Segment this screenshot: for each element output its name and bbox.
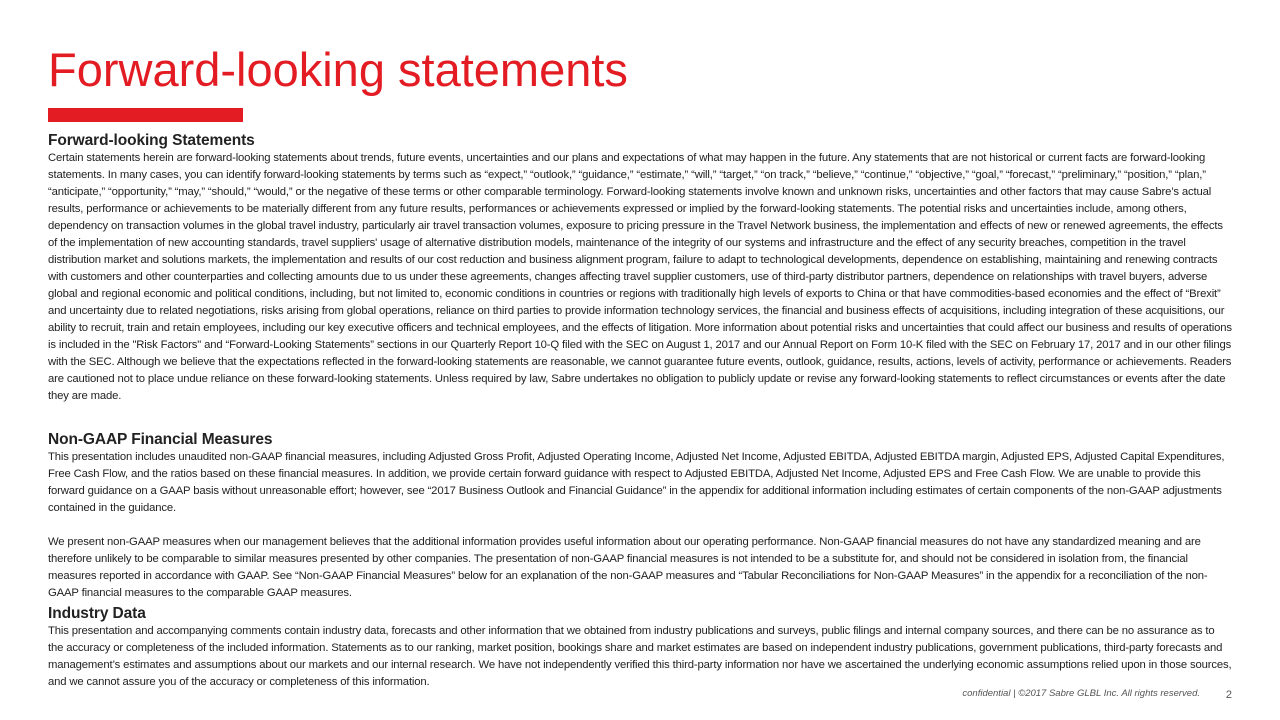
paragraph-forward-looking: Certain statements herein are forward-looking statements about trends, future events, uncertainties and our plans and expectations of what may happen in the future. Any statements that are not historical or current facts are forward-looking statements. In many cases, you can identify forward-looking statements by terms such as “expect,” “outlook,” “guidance,” “estimate,” “will,” “target,” “on track,” “believe,” “continue,” “objective,” “goal,” “forecast,” “preliminary,” “position,” “plan,” “anticipate,” “opportunity,” “may,” “should,” “would,” or the negative of these terms or other comparable terminology. Forward-looking statements involve known and unknown risks, uncertainties and other factors that may cause Sabre’s actual results, performance or achievements to be materially different from any future results, performances or achievements expressed or implied by the forward-looking statements. The potential risks and uncertainties include, among others, dependency on transaction volumes in the global travel industry, particularly air travel transaction volumes, exposure to pricing pressure in the Travel Network business, the implementation and effects of new or renewed agreements, the effects of the implementation of new accounting standards, travel suppliers' usage of alternative distribution models, maintenance of the integrity of our systems and infrastructure and the effect of any security breaches, competition in the travel distribution market and solutions markets, the implementation and results of our cost reduction and business alignment program, failure to adapt to technological developments, dependence on establishing, maintaining and renewing contracts with customers and other counterparties and collecting amounts due to us under these agreements, changes affecting travel supplier customers, use of third-party distributor partners, dependence on relationships with travel buyers, adverse global and regional economic and political conditions, including, but not limited to, economic conditions in countries or regions with traditionally high levels of exports to China or that have commodities-based economies and the effect of “Brexit” and uncertainty due to related negotiations, risks arising from global operations, reliance on third parties to provide information technology services, the financial and business effects of acquisitions, including integration of these acquisitions, our ability to recruit, train and retain employees, including our key executive officers and technical employees, and the effects of litigation. More information about potential risks and uncertainties that could affect our business and results of operations is included in the "Risk Factors" and “Forward-Looking Statements” sections in our Quarterly Report 10-Q filed with the SEC on August 1, 2017 and our Annual Report on Form 10-K filed with the SEC on February 17, 2017 and in our other filings with the SEC. Although we believe that the expectations reflected in the forward-looking statements are reasonable, we cannot guarantee future events, outlook, guidance, results, actions, levels of activity, performance or achievements. Readers are cautioned not to place undue reliance on these forward-looking statements. Unless required by law, Sabre undertakes no obligation to publicly update or revise any forward-looking statements to reflect circumstances or events after the date they are made. — [48, 152, 1232, 402]
title-accent-bar — [48, 108, 243, 122]
section-heading-non-gaap: Non-GAAP Financial Measures — [48, 431, 273, 448]
page-title: Forward-looking statements — [48, 43, 628, 96]
section-forward-looking — [48, 132, 1232, 405]
paragraph-non-gaap-2: We present non-GAAP measures when our management believes that the additional information provides useful information about our operating performance. Non-GAAP financial measures do not have any standardized meaning and are therefore unlikely to be comparable to similar measures presented by other companies. The presentation of non-GAAP financial measures is not intended to be a substitute for, and should not be considered in isolation from, the financial measures reported in accordance with GAAP. See “Non-GAAP Financial Measures” below for an explanation of the non-GAAP measures and “Tabular Reconciliations for Non-GAAP Measures” in the appendix for a reconciliation of the non-GAAP financial measures to the comparable GAAP measures. — [48, 536, 1208, 599]
section-heading-forward-looking: Forward-looking Statements — [48, 132, 255, 149]
page-number: 2 — [1225, 689, 1232, 701]
paragraph-non-gaap-1: This presentation includes unaudited non-GAAP financial measures, including Adjusted Gross Profit, Adjusted Operating Income, Adjusted Net Income, Adjusted EBITDA, Adjusted EBITDA margin, Adjusted EPS, Adjusted Capital Expenditures, Free Cash Flow, and the ratios based on these financial measures. In addition, we provide certain forward guidance with respect to Adjusted EBITDA, Adjusted Net Income, Adjusted EPS and Free Cash Flow. We are unable to provide this forward guidance on a GAAP basis without unreasonable effort; however, see “2017 Business Outlook and Financial Guidance” in the appendix for additional information including estimates of certain components of the non-GAAP adjustments contained in the guidance. — [48, 451, 1225, 514]
footer-confidential: confidential | ©2017 Sabre GLBL Inc. All rights reserved. — [962, 688, 1200, 699]
section-industry-data — [48, 605, 1232, 691]
section-heading-industry-data: Industry Data — [48, 605, 146, 622]
paragraph-industry-data: This presentation and accompanying comments contain industry data, forecasts and other information that we obtained from industry publications and surveys, public filings and internal company sources, and there can be no assurance as to the accuracy or completeness of the included information. Statements as to our ranking, market position, bookings share and market estimates are based on independent industry publications, government publications, third-party forecasts and management’s estimates and assumptions about our markets and our internal research. We have not independently verified this third-party information nor have we ascertained the underlying economic assumptions relied upon in those sources, and we cannot assure you of the accuracy or completeness of this information. — [48, 625, 1232, 688]
section-non-gaap — [48, 431, 1232, 602]
